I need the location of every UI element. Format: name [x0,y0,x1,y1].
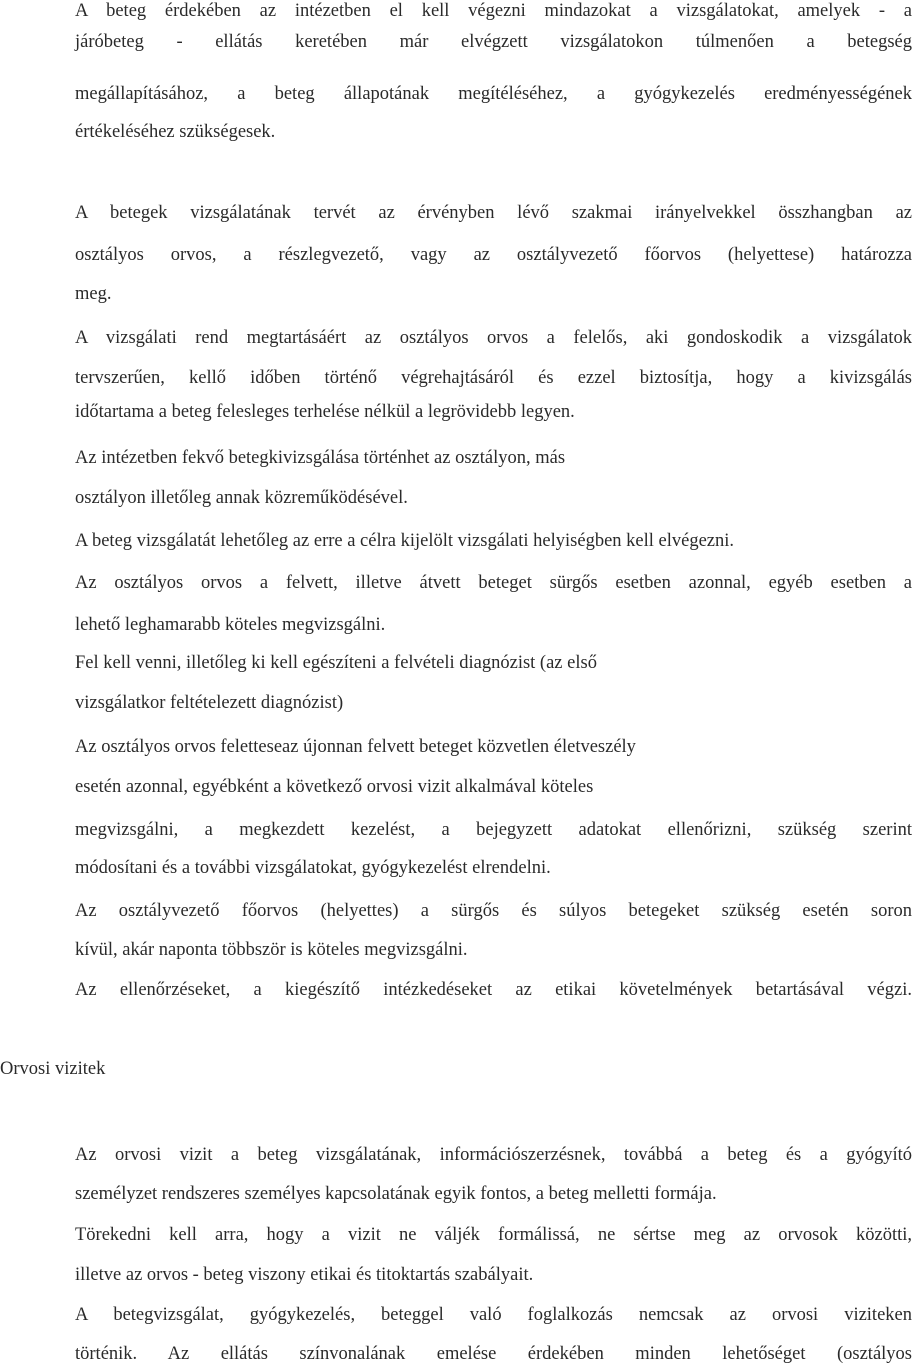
text-line: történik. Az ellátás színvonalának emelése érdekében minden lehetőséget (osztályos [75,1344,912,1364]
text-line: osztályon illetőleg annak közreműködésével. [75,488,408,508]
text-line: Az orvosi vizit a beteg vizsgálatának, információszerzésnek, továbbá a beteg és a gyógyító [75,1145,912,1165]
text-line: osztályos orvos, a részlegvezető, vagy az osztályvezető főorvos (helyettese) határozza [75,245,912,265]
text-line: értékeléséhez szükségesek. [75,122,276,142]
text-line: lehető leghamarabb köteles megvizsgálni. [75,615,386,635]
text-line: megvizsgálni, a megkezdett kezelést, a bejegyzett adatokat ellenőrizni, szükség szerint [75,820,912,840]
text-line: Az osztályos orvos feletteseaz újonnan felvett beteget közvetlen életveszély [75,737,636,757]
text-line: A vizsgálati rend megtartásáért az osztályos orvos a felelős, aki gondoskodik a vizsgálatok [75,328,912,348]
text-line: Az intézetben fekvő betegkivizsgálása történhet az osztályon, más [75,448,566,468]
text-line: kívül, akár naponta többször is köteles megvizsgálni. [75,940,468,960]
text-line: A betegvizsgálat, gyógykezelés, beteggel való foglalkozás nemcsak az orvosi viziteken [75,1305,912,1325]
text-line: illetve az orvos - beteg viszony etikai és titoktartás szabályait. [75,1265,534,1285]
text-line: módosítani és a további vizsgálatokat, gyógykezelést elrendelni. [75,858,551,878]
text-line: Fel kell venni, illetőleg ki kell egészíteni a felvételi diagnózist (az első [75,653,597,673]
text-line: Az ellenőrzéseket, a kiegészítő intézkedéseket az etikai követelmények betartásával végzi. [75,980,912,1000]
text-line: személyzet rendszeres személyes kapcsolatának egyik fontos, a beteg melletti formája. [75,1184,717,1204]
text-line: járóbeteg - ellátás keretében már elvégzett vizsgálatokon túlmenően a betegség [75,32,912,52]
text-line: megállapításához, a beteg állapotának megítéléséhez, a gyógykezelés eredményességének [75,84,912,104]
section-heading: Orvosi vizitek [0,1059,106,1079]
text-line: Az osztályos orvos a felvett, illetve átvett beteget sürgős esetben azonnal, egyéb esetben a [75,573,912,593]
text-line: A beteg vizsgálatát lehetőleg az erre a célra kijelölt vizsgálati helyiségben kell elvégezni. [75,531,735,551]
text-line: vizsgálatkor feltételezett diagnózist) [75,693,344,713]
text-line: A betegek vizsgálatának tervét az érvényben lévő szakmai irányelvekkel összhangban az [75,203,912,223]
text-line: Törekedni kell arra, hogy a vizit ne váljék formálissá, ne sértse meg az orvosok közötti, [75,1225,912,1245]
text-line: Az osztályvezető főorvos (helyettes) a sürgős és súlyos betegeket szükség esetén soron [75,901,912,921]
text-line: tervszerűen, kellő időben történő végrehajtásáról és ezzel biztosítja, hogy a kivizsgálás [75,368,912,388]
text-line: meg. [75,284,112,304]
text-line: esetén azonnal, egyébként a következő orvosi vizit alkalmával köteles [75,777,594,797]
text-line: A beteg érdekében az intézetben el kell végezni mindazokat a vizsgálatokat, amelyek - a [75,1,912,21]
text-line: időtartama a beteg felesleges terhelése nélkül a legrövidebb legyen. [75,402,575,422]
